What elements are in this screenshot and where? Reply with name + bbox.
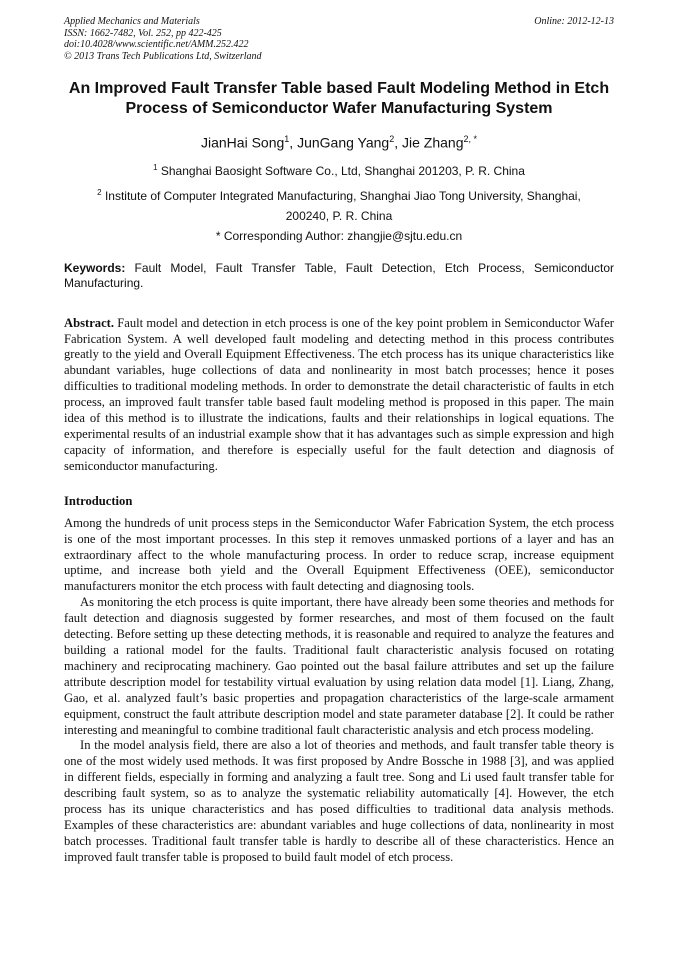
author-name: JunGang Yang	[297, 134, 390, 151]
paper-page	[64, 16, 614, 866]
author-affil-mark: 1	[284, 134, 290, 144]
intro-paragraph-2: As monitoring the etch process is quite important, there have already been some theories and methods for fault detection and diagnosis suggested by former researches, and most of them focused on the fault detecting. Before setting up these detecting methods, it is reasonable and required to analyze the features and building a rational model for the faults. Traditional fault characteristic analysis focused on rotating machinery and reciprocating machinery. Gao pointed out the basal failure attributes and set up the failure attribute description model for testability virtual evaluation by using relation data model [1]. Liang, Zhang, Gao, et al. analyzed fault’s basic properties and propagation characteristics of the large-scale armament equipment, construct the fault attribute description model and state parameter database [2]. It could be rather interesting and meaningful to combine traditional fault characteristic analysis and etch process modeling.	[64, 595, 614, 737]
affiliation-2	[64, 185, 614, 204]
author-list	[64, 130, 614, 152]
title-line-1: An Improved Fault Transfer Table based Fault Modeling Method in Etch	[68, 80, 610, 97]
affiliation-text: Institute of Computer Integrated Manufacturing, Shanghai Jiao Tong University, Shanghai,	[104, 188, 581, 203]
affiliation-text: Shanghai Baosight Software Co., Ltd, Shanghai 201203, P. R. China	[160, 163, 525, 178]
author-separator: ,	[394, 134, 402, 151]
keywords	[64, 261, 614, 292]
affiliation-1	[64, 160, 614, 179]
author-separator: ,	[289, 134, 298, 151]
doi-line[interactable]: doi:10.4028/www.scientific.net/AMM.252.422	[64, 39, 249, 50]
author-name: Jie Zhang	[402, 134, 464, 151]
journal-name: Applied Mechanics and Materials	[64, 16, 200, 27]
author-name: JianHai Song	[201, 134, 285, 151]
affiliation-2-continued: 200240, P. R. China	[285, 208, 393, 223]
journal-header	[64, 16, 614, 62]
copyright-line: © 2013 Trans Tech Publications Ltd, Switzerland	[64, 50, 262, 62]
keywords-text: Fault Model, Fault Transfer Table, Fault Detection, Etch Process, Semiconductor Manufacturing.	[64, 260, 614, 291]
abstract-label: Abstract.	[64, 315, 115, 330]
author-affil-mark: 2, *	[463, 134, 477, 144]
intro-paragraph-1: Among the hundreds of unit process steps in the Semiconductor Wafer Fabrication System, the etch process is one of the most important processes. In this step it removes unmasked portions of a layer and has an extraordinary affect to the whole manufacturing process. In order to reduce scrap, increase equipment uptime, and increase both yield and the Overall Equipment Effectiveness (OEE), semiconductor manufacturers monitor the etch process with fault detecting and diagnosing tools.	[64, 515, 614, 594]
title-line-2: Process of Semiconductor Wafer Manufacturing System	[125, 100, 553, 117]
author-affil-mark: 2	[389, 134, 395, 144]
online-date: Online: 2012-12-13	[534, 16, 614, 27]
affiliation-mark: 1	[153, 162, 158, 172]
keywords-label: Keywords:	[64, 260, 126, 275]
paper-title	[64, 79, 614, 119]
issn-line: ISSN: 1662-7482, Vol. 252, pp 422-425	[64, 27, 222, 39]
abstract-text: Fault model and detection in etch process is one of the key point problem in Semiconductor Wafer Fabrication System. A well developed fault modeling and detecting method in this process contributes greatly to the yield and Overall Equipment Effectiveness. The etch process has its unique characteristics like abundant variables, huge collections of data and nonlinearity in most batch processes; hence it poses difficulties to traditional modeling methods. In order to demonstrate the detail characteristic of faults in etch process, an improved fault transfer table based fault modeling method is proposed in this paper. The main idea of this method is to illustrate the indications, faults and their relationships in logical equations. The experimental results of an industrial example show that it has advantages such as simple expression and high capacity of information, and therefore is especially useful for the fault detection and diagnosis of semiconductor manufacturing.	[64, 315, 614, 473]
abstract	[64, 316, 614, 475]
affiliation-mark: 2	[97, 187, 102, 197]
intro-paragraph-3: In the model analysis field, there are also a lot of theories and methods, and fault transfer table theory is one of the most widely used methods. It was first proposed by Andre Bossche in 1988 [3], and was applied in different fields, especially in forming and analyzing a fault tree. Song and Li used fault transfer table for describing fault system, so as to analyze the systematic reliability automatically [4]. However, the etch process has its unique characteristics and has posed difficulties to traditional data analysis methods. Examples of these characteristics are: abundant variables and huge collections of data, nonlinearity in most batch processes. Traditional fault transfer table is hardly to describe all of these characteristics. Hence an improved fault transfer table is proposed to build fault model of etch process.	[64, 738, 614, 864]
corresponding-author: * Corresponding Author: zhangjie@sjtu.edu.cn	[215, 228, 463, 243]
section-heading-introduction: Introduction	[64, 493, 133, 508]
